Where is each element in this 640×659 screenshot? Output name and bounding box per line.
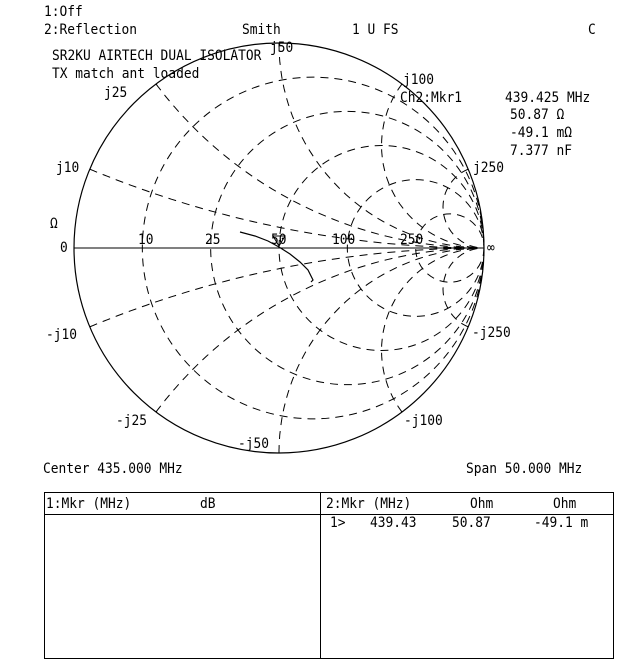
- format-label: Smith: [242, 22, 281, 38]
- x-label-minus-j10: -j10: [46, 327, 78, 343]
- row-resistance: 50.87: [452, 515, 491, 531]
- r-label-100: 100: [332, 232, 356, 248]
- table2-header-ohm-1: Ohm: [470, 496, 494, 512]
- center-frequency: Center 435.000 MHz: [43, 461, 183, 477]
- table1-header-marker: 1:Mkr (MHz): [46, 496, 132, 512]
- row-frequency: 439.43: [370, 515, 417, 531]
- span-frequency: Span 50.000 MHz: [466, 461, 583, 477]
- x-label-j100: j100: [403, 72, 435, 88]
- x-label-minus-j250: -j250: [472, 325, 511, 341]
- marker-resistance: 50.87 Ω: [510, 107, 565, 123]
- marker-table: [44, 492, 614, 659]
- x-label-j10: j10: [56, 160, 80, 176]
- marker-name: Ch2:Mkr1: [400, 90, 463, 106]
- x-label-j50: j50: [270, 40, 294, 56]
- x-label-j25: j25: [104, 85, 128, 101]
- marker-reactance: -49.1 mΩ: [510, 125, 573, 141]
- marker-frequency: 439.425 MHz: [505, 90, 591, 106]
- title-line-1: SR2KU AIRTECH DUAL ISOLATOR: [52, 48, 262, 64]
- x-label-minus-j100: -j100: [404, 413, 443, 429]
- reactance-arc: [443, 169, 484, 248]
- cal-flag: C: [588, 22, 596, 38]
- r-label-250: 250: [400, 232, 424, 248]
- x-label-j250: j250: [473, 160, 505, 176]
- reactance-arc: [382, 248, 484, 412]
- channel2-status: 2:Reflection: [44, 22, 138, 38]
- reactance-arc: [382, 84, 484, 248]
- table2-header-marker: 2:Mkr (MHz): [326, 496, 412, 512]
- table2-header-ohm-2: Ohm: [553, 496, 577, 512]
- r-label-10: 10: [138, 232, 154, 248]
- r-label-25: 25: [205, 232, 221, 248]
- x-label-minus-j50: -j50: [238, 436, 270, 452]
- r-label-0: 0: [60, 240, 68, 256]
- marker-capacitance: 7.377 nF: [510, 143, 573, 159]
- row-reactance: -49.1 m: [534, 515, 589, 531]
- title-line-2: TX match ant loaded: [52, 66, 200, 82]
- table1-header-db: dB: [200, 496, 216, 512]
- row-marker: 1>: [330, 515, 346, 531]
- channel1-status: 1:Off: [44, 4, 83, 20]
- reactance-arc: [443, 248, 484, 327]
- x-label-minus-j25: -j25: [116, 413, 148, 429]
- scale-label: 1 U FS: [352, 22, 399, 38]
- ohm-unit-label: Ω: [50, 216, 58, 232]
- r-label-50: 50: [271, 232, 287, 248]
- r-label-infinity: ∞: [487, 240, 495, 256]
